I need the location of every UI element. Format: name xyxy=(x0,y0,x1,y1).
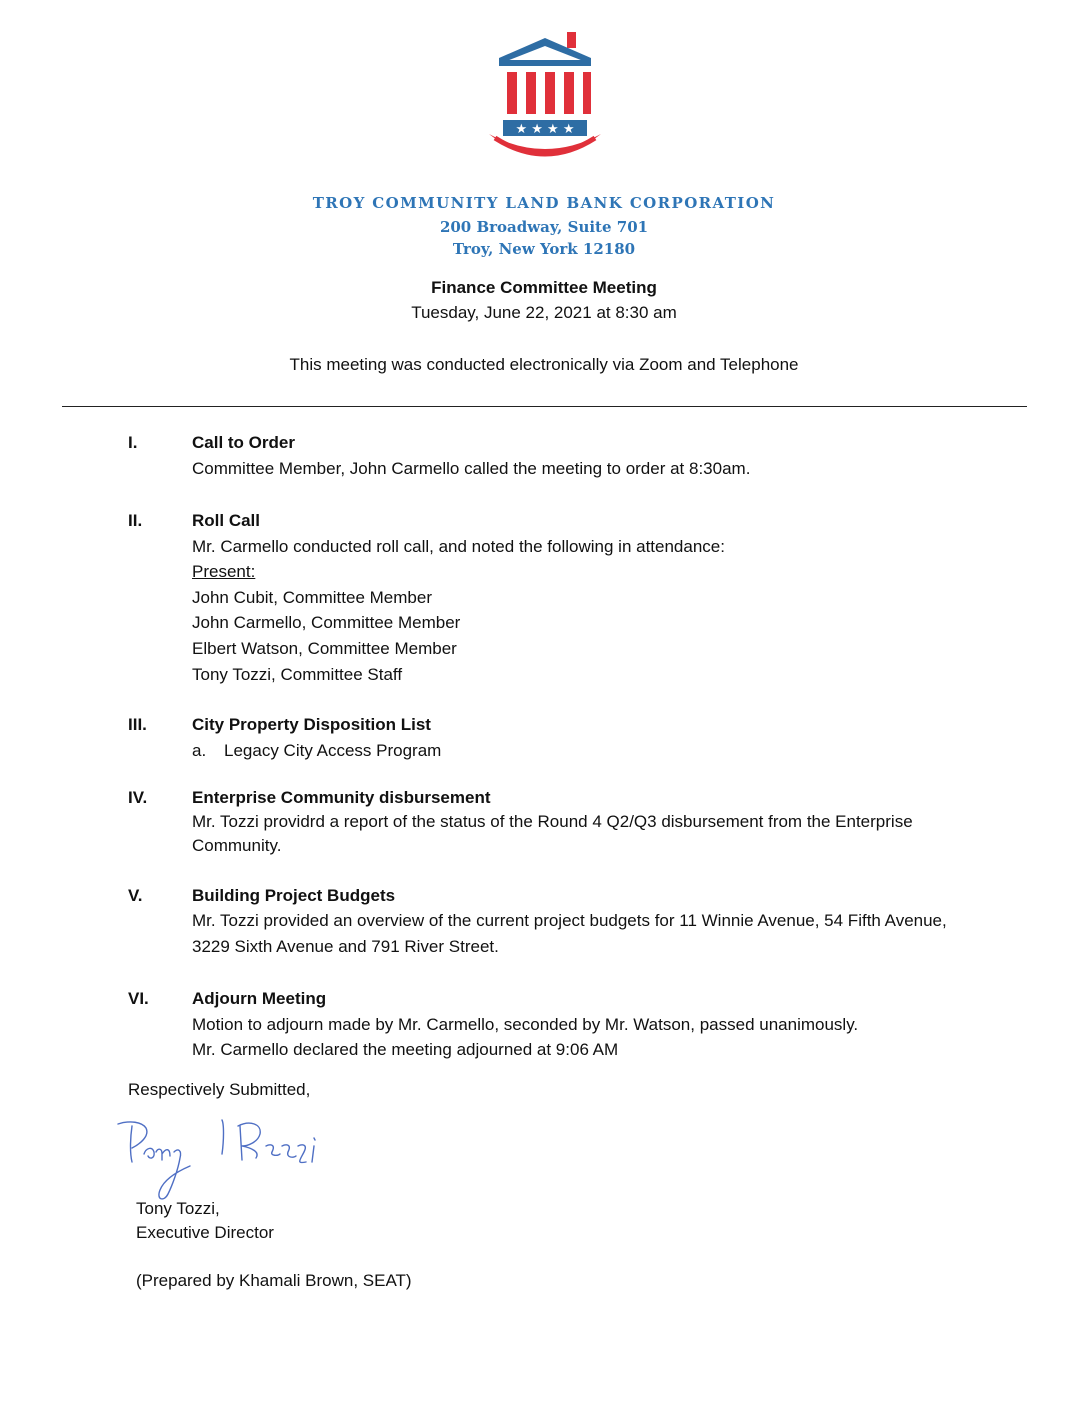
sub-item-text: Legacy City Access Program xyxy=(224,741,442,760)
prepared-by: (Prepared by Khamali Brown, SEAT) xyxy=(136,1271,412,1290)
attendee: Elbert Watson, Committee Member xyxy=(192,639,457,658)
org-address-line1: 200 Broadway, Suite 701 xyxy=(439,218,649,236)
signer-title: Executive Director xyxy=(136,1223,274,1242)
section-line: Mr. Tozzi provided an overview of the current project budgets for 11 Winnie Avenue, 54 Fifth Avenue, xyxy=(192,911,947,930)
section-number: IV. xyxy=(128,788,148,807)
section-number: V. xyxy=(128,886,143,905)
svg-text:★ ★ ★ ★: ★ ★ ★ ★ xyxy=(515,122,575,137)
section-line: Motion to adjourn made by Mr. Carmello, seconded by Mr. Watson, passed unanimously. xyxy=(192,1015,859,1034)
meeting-title: Finance Committee Meeting xyxy=(431,278,657,297)
section-heading: Roll Call xyxy=(192,511,261,530)
present-label: Present: xyxy=(192,562,256,581)
divider xyxy=(62,406,1027,407)
section-heading: Enterprise Community disbursement xyxy=(192,788,491,807)
attendee: John Carmello, Committee Member xyxy=(192,613,461,632)
attendee: Tony Tozzi, Committee Staff xyxy=(192,665,403,684)
section-line: 3229 Sixth Avenue and 791 River Street. xyxy=(192,937,499,956)
section-line: Committee Member, John Carmello called the meeting to order at 8:30am. xyxy=(192,459,751,478)
section-heading: Adjourn Meeting xyxy=(192,989,327,1008)
meeting-date: Tuesday, June 22, 2021 at 8:30 am xyxy=(411,303,677,322)
section-line: Community. xyxy=(192,836,282,855)
section-number: I. xyxy=(128,433,138,452)
section-number: II. xyxy=(128,511,143,530)
capitol-building-logo xyxy=(485,30,605,170)
section-line: Mr. Carmello declared the meeting adjourned at 9:06 AM xyxy=(192,1040,619,1059)
signer-name: Tony Tozzi, xyxy=(136,1199,220,1218)
handwritten-signature xyxy=(110,1110,340,1205)
org-name: TROY COMMUNITY LAND BANK CORPORATION xyxy=(312,194,776,212)
section-number: VI. xyxy=(128,989,149,1008)
section-line: Mr. Tozzi providrd a report of the status of the Round 4 Q2/Q3 disbursement from the Enterprise xyxy=(192,812,913,831)
org-address-line2: Troy, New York 12180 xyxy=(452,240,636,258)
section-line: Mr. Carmello conducted roll call, and noted the following in attendance: xyxy=(192,537,725,556)
meeting-note: This meeting was conducted electronically via Zoom and Telephone xyxy=(289,355,799,374)
submitted-text: Respectively Submitted, xyxy=(128,1080,311,1099)
section-number: III. xyxy=(128,715,147,734)
attendee: John Cubit, Committee Member xyxy=(192,588,432,607)
section-heading: Call to Order xyxy=(192,433,295,452)
section-heading: City Property Disposition List xyxy=(192,715,431,734)
sub-item-letter: a. xyxy=(192,741,207,760)
section-heading: Building Project Budgets xyxy=(192,886,396,905)
